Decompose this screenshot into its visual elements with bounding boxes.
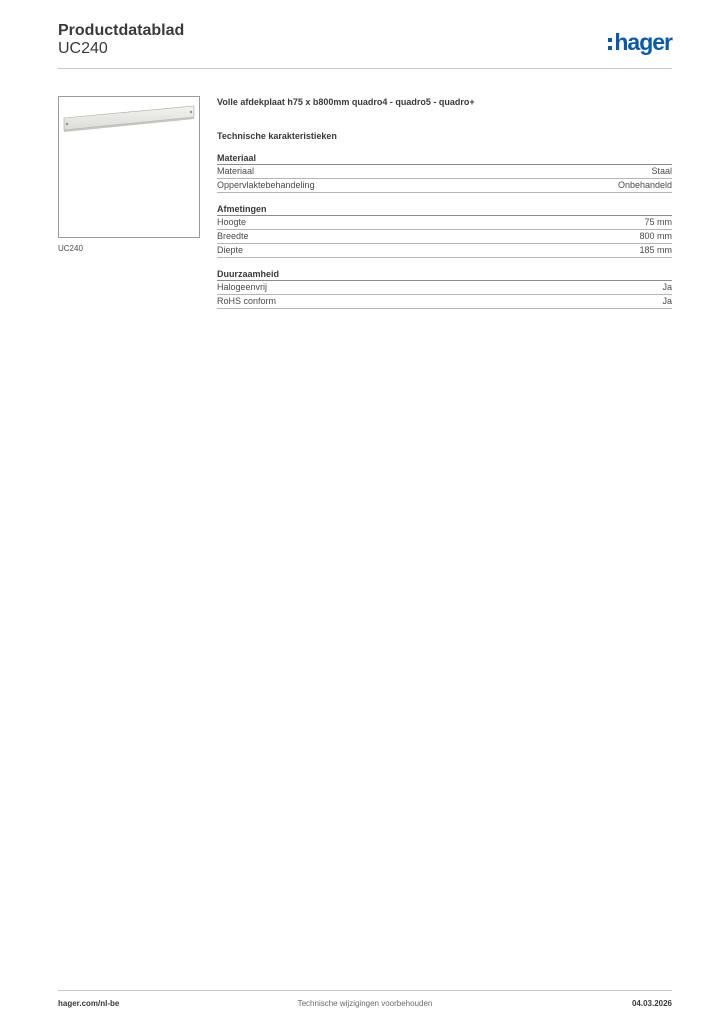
product-code: UC240 (58, 40, 108, 57)
spec-value: Staal (651, 166, 672, 176)
footer-date: 04.03.2026 (631, 999, 672, 1008)
product-description: Volle afdekplaat h75 x b800mm quadro4 - quadro5 - quadro+ (217, 97, 475, 107)
spec-value: Ja (662, 296, 672, 306)
hager-logo (608, 28, 672, 56)
spec-label: Diepte (217, 245, 244, 255)
spec-label: Materiaal (217, 166, 255, 176)
spec-row (217, 230, 672, 244)
logo-text: hager (614, 28, 672, 55)
page-header (58, 20, 672, 69)
spec-row (217, 216, 672, 230)
spec-label: RoHS conform (217, 296, 277, 306)
spec-group-materiaal (217, 152, 672, 193)
cover-plate-icon (59, 97, 199, 237)
document-title: Productdatablad (58, 22, 185, 39)
spec-value: 185 mm (639, 245, 672, 255)
spec-value: Ja (662, 282, 672, 292)
spec-group-title: Duurzaamheid (217, 268, 672, 281)
product-image (58, 96, 200, 238)
footer-website: hager.com/nl-be (58, 999, 120, 1008)
page-footer (58, 990, 672, 1015)
image-caption: UC240 (58, 244, 83, 253)
spec-label: Hoogte (217, 217, 247, 227)
spec-group-title: Afmetingen (217, 203, 672, 216)
spec-group-duurzaamheid (217, 268, 672, 309)
spec-row (217, 244, 672, 258)
spec-label: Halogeenvrij (217, 282, 268, 292)
spec-value: 75 mm (644, 217, 672, 227)
spec-row (217, 281, 672, 295)
product-details (217, 96, 672, 319)
spec-row (217, 295, 672, 309)
spec-group-afmetingen (217, 203, 672, 258)
spec-group-title: Materiaal (217, 152, 672, 165)
spec-label: Oppervlaktebehandeling (217, 180, 315, 190)
spec-row (217, 179, 672, 193)
spec-row (217, 165, 672, 179)
logo-dots-icon (608, 38, 612, 50)
spec-label: Breedte (217, 231, 249, 241)
spec-value: Onbehandeld (617, 180, 672, 190)
footer-disclaimer: Technische wijzigingen voorbehouden (297, 999, 433, 1008)
specs-heading: Technische karakteristieken (217, 131, 337, 141)
spec-value: 800 mm (639, 231, 672, 241)
